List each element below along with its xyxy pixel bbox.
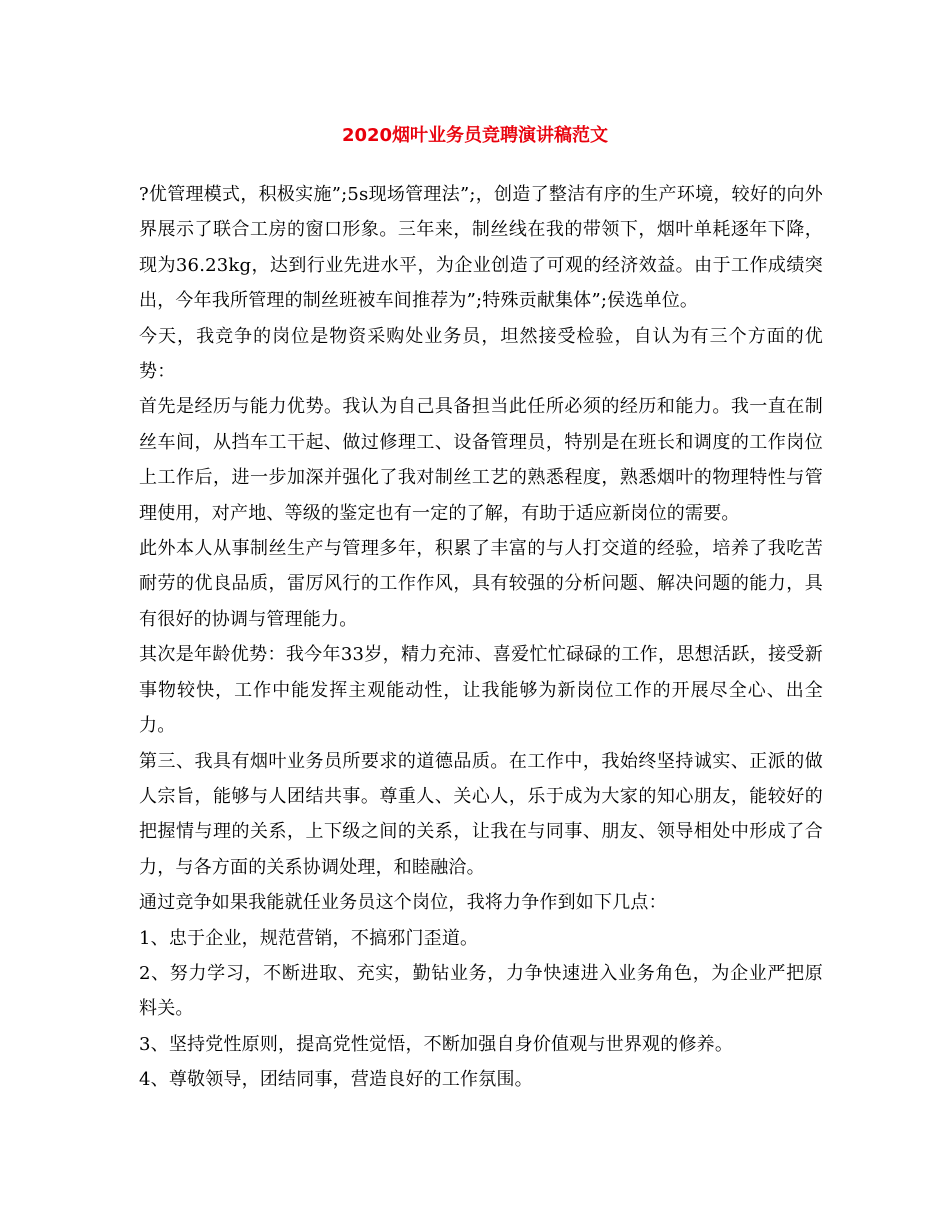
- paragraph: 其次是年龄优势：我今年33岁，精力充沛、喜爱忙忙碌碌的工作，思想活跃，接受新事物较快，工作中能发挥主观能动性，让我能够为新岗位工作的开展尽全心、出全力。: [139, 644, 823, 737]
- paragraph: 通过竞争如果我能就任业务员这个岗位，我将力争作到如下几点：: [139, 892, 667, 914]
- list-item: 3、坚持党性原则，提高党性觉悟，不断加强自身价值观与世界观的修养。: [139, 1033, 734, 1055]
- document-title: 2020烟叶业务员竞聘演讲稿范文: [341, 125, 609, 146]
- paragraph: 第三、我具有烟叶业务员所要求的道德品质。在工作中，我始终坚持诚实、正派的做人宗旨，能够与人团结共事。尊重人、关心人，乐于成为大家的知心朋友，能较好的把握情与理的关系，上下级之间的关系，让我在与同事、朋友、领导相处中形成了合力，与各方面的关系协调处理，和睦融洽。: [139, 750, 823, 878]
- list-item: 4、尊敬领导，团结同事，营造良好的工作氛围。: [139, 1069, 533, 1091]
- list-item: 1、忠于企业，规范营销，不搞邪门歪道。: [139, 927, 479, 949]
- paragraph: 首先是经历与能力优势。我认为自己具备担当此任所必须的经历和能力。我一直在制丝车间，从挡车工干起、做过修理工、设备管理员，特别是在班长和调度的工作岗位上工作后，进一步加深并强化了我对制丝工艺的熟悉程度，熟悉烟叶的物理特性与管理使用，对产地、等级的鉴定也有一定的了解，有助于适应新岗位的需要。: [139, 396, 823, 524]
- paragraph: 今天，我竞争的岗位是物资采购处业务员，坦然接受检验，自认为有三个方面的优势：: [139, 325, 823, 383]
- list-item: 2、努力学习，不断进取、充实，勤钻业务，力争快速进入业务角色，为企业严把原料关。: [139, 962, 823, 1020]
- document-body: [139, 177, 823, 1098]
- paragraph: ?优管理模式，积极实施”;5s现场管理法”;，创造了整洁有序的生产环境，较好的向外界展示了联合工房的窗口形象。三年来，制丝线在我的带领下，烟叶单耗逐年下降，现为36.23kg，达到行业先进水平，为企业创造了可观的经济效益。由于工作成绩突出，今年我所管理的制丝班被车间推荐为”;特殊贡献集体”;侯选单位。: [139, 184, 823, 312]
- paragraph: 此外本人从事制丝生产与管理多年，积累了丰富的与人打交道的经验，培养了我吃苦耐劳的优良品质，雷厉风行的工作作风，具有较强的分析问题、解决问题的能力，具有很好的协调与管理能力。: [139, 538, 823, 630]
